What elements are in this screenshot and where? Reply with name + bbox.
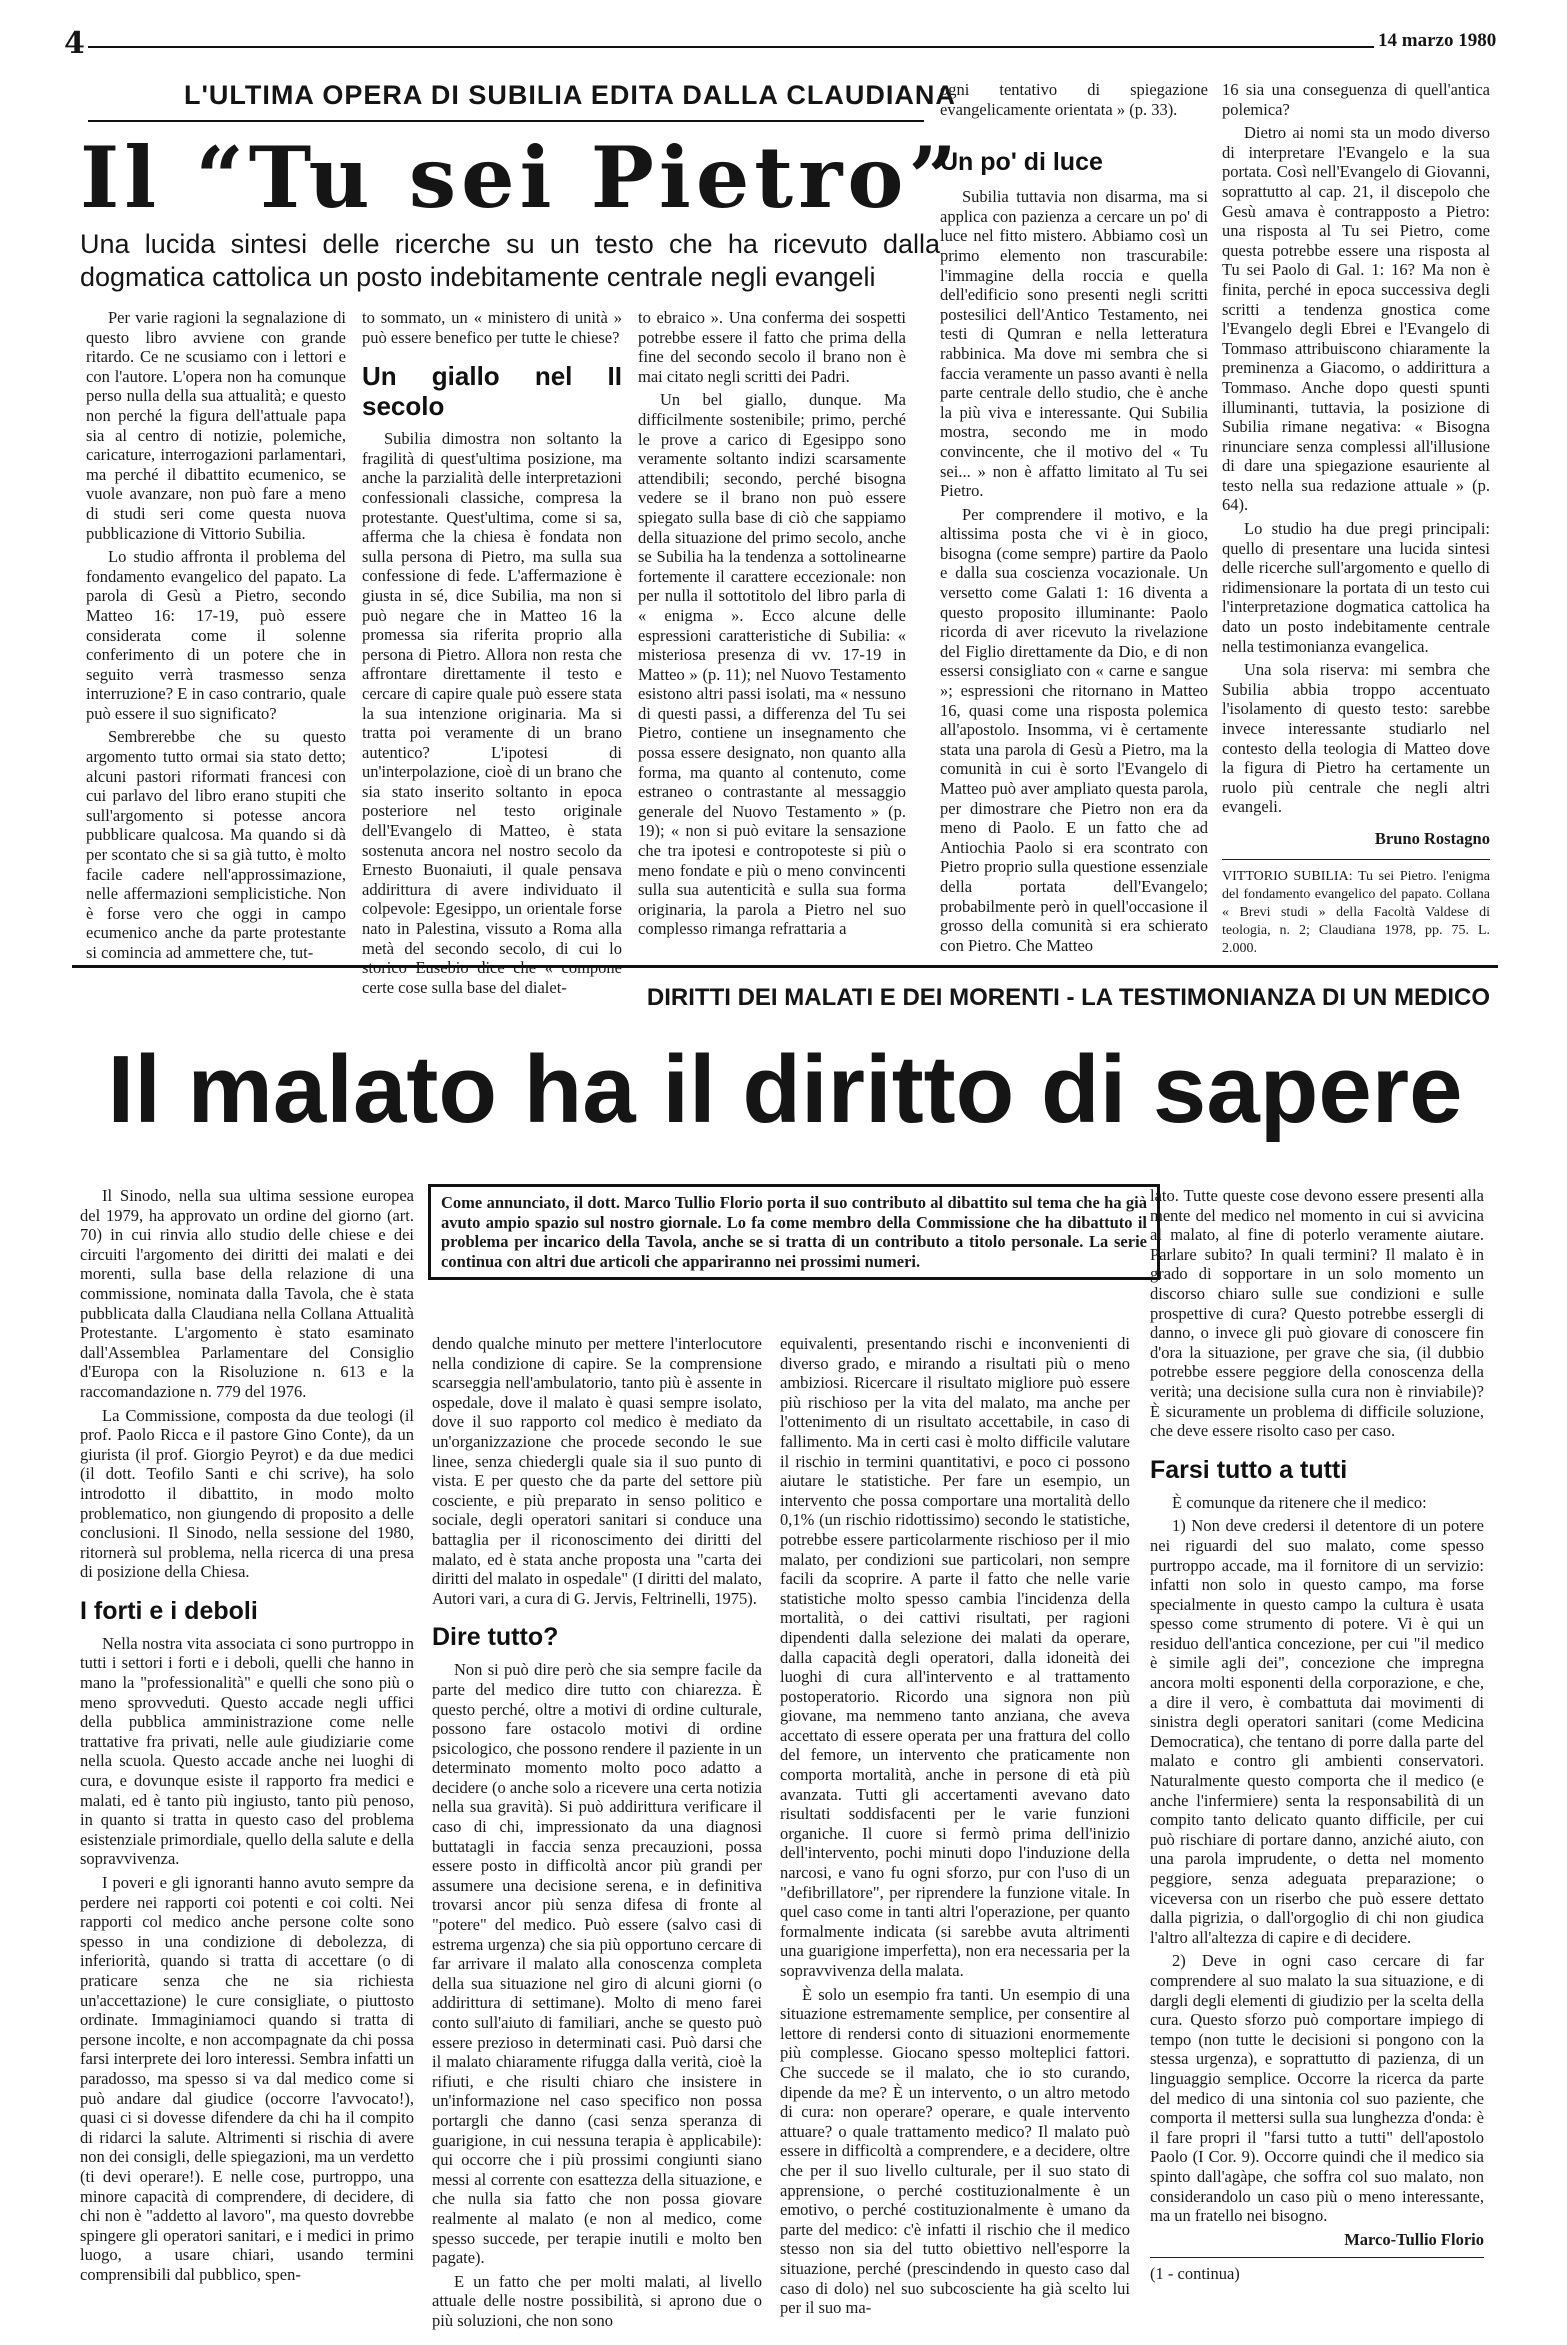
paragraph: La Commissione, composta da due teologi (il prof. Paolo Ricca e il pastore Gino Conte), da un giurista (il prof. Giorgio Peyrot) e da due medici (il dott. Teofilo Santi e chi scrive), ha solo introdotto il dibattito, in modo molto problematico, non giungendo di proposito a delle conclusioni. Il Sinodo, nella sessione del 1980, ritornerà sul problema, nella ricerca di una presa di posizione della Chiesa.: [80, 1405, 414, 1582]
page-number: 4: [64, 26, 85, 61]
subheading: Un po' di luce: [940, 148, 1103, 177]
paragraph: È comunque da ritenere che il medico:: [1172, 1492, 1427, 1512]
paragraph: Per varie ragioni la segnalazione di questo libro avviene con grande ritardo. Ce ne scusiamo con i lettori e con l'autore. L'opera non ha comunque perso nulla della sua attualità; e questo non perché la figura dell'attuale papa sia al centro di notizie, polemiche, caricature, interrogazioni parlamentari, ma perché il dibattito ecumenico, se vuole avanzare, non può fare a meno di studi seri come questa nuova pubblicazione di Vittorio Subilia.: [86, 308, 346, 543]
article1-signature: Bruno Rostagno: [1374, 828, 1490, 848]
paragraph: Dietro ai nomi sta un modo diverso di interpretare l'Evangelo e la sua portata. Così nell'Evangelo di Giovanni, soprattutto al cap. 21, il discepolo che Gesù amava è contrapposto a Pietro: una risposta al Tu sei Pietro, come questa potrebbe essere una risposta al Tu sei Paolo di Gal. 1: 16? Ma non è finita, perché in epoca successiva degli scritti a tendenza gnostica come l'Evangelo degli Ebrei e l'Evangelo di Tommaso attribuiscono chiaramente la preminenza a Giacomo, o addirittura a Tommaso. Anche dopo questi spunti illuminanti, tuttavia, la posizione di Subilia rimane negativa: « Bisogna rinunciare senza complessi all'illusione di dare una spiegazione esauriente al testo nella sua redazione attuale » (p. 64).: [1222, 123, 1490, 515]
paragraph: Lo studio affronta il problema del fondamento evangelico del papato. La parola di Gesù a Pietro, secondo Matteo 16: 17-19, può essere considerata come il solenne conferimento di un potere che in seguito verrà trasmesso senza interruzione? E in caso contrario, quale può essere il suo significato?: [86, 547, 346, 723]
paragraph: Subilia tuttavia non disarma, ma si applica con pazienza a cercare un po' di luce nel fitto mistero. Abbiamo così un primo elemento non trascurabile: l'immagine della roccia e quella dell'edificio sono presenti negli scritti postesilici dell'Antico Testamento, nei testi di Qumran e nella letteratura rabbinica. Ma dove mi sembra che si faccia veramente un passo avanti è nella parte centrale dello studio, che è anche la più viva e interessante. Qui Subilia mostra, secondo me in modo convincente, che il motivo del « Tu sei... » non è affatto limitato al Tu sei Pietro.: [940, 187, 1208, 501]
article1-subtitle: Una lucida sintesi delle ricerche su un testo che ha ricevuto dalla dogmatica cattolica un posto indebitamente centrale negli evangeli: [80, 229, 940, 292]
article1-column-5: [1222, 80, 1490, 962]
paragraph: equivalenti, presentando rischi e inconvenienti di diverso grado, e mirando a risultati più o meno ambiziosi. Ricercare il risultato migliore può essere più rischioso per la vita del malato, ma anche per l'ottenimento di un risultato accettabile, in caso di fallimento. Ma in certi casi è molto difficile valutare il rischio in termini quantitativi, e poco ci possono aiutare le statistiche. Per fare un esempio, un intervento che possa comportare una mortalità dello 0,1% (un rischio ridottissimo) secondo le statistiche, potrebbe essere particolarmente rischioso per il mio malato, per condizioni sue particolari, non sempre facili da scoprire. A parte il fatto che nelle varie statistiche molto spesso cambia l'incidenza della mortalità, o dei cattivi risultati, per ragioni dipendenti dalla selezione dei malati da operare, dalla capacità degli operatori, dalla idoneità dei luoghi di cura all'intervento e al trattamento postoperatorio. Ricordo una signora non più giovane, ma nemmeno tanto anziana, che aveva accettato di essere operata per una frattura del collo del femore, un intervento che praticamente non comporta mortalità, anche in persone di età più avanzata. Tutti gli accertamenti avevano dato risultati soddisfacenti per le varie funzioni organiche. Il cuore si fermò prima dell'inizio dell'intervento, pochi minuti dopo l'induzione della narcosi, e vano fu ogni sforzo, pur con l'uso di un "defibrillatore", per riprendere la funzione vitale. In quel caso come in tanti altri l'operazione, per quanto formalmente indicata (si sarebbe avuta altrimenti una guarigione imperfetta), non era necessaria per la sopravvivenza della malata.: [780, 1334, 1130, 1980]
article2-column-1: [80, 1186, 414, 2288]
article2-column-4: [1150, 1186, 1484, 2288]
article1-kicker: L'ULTIMA OPERA DI SUBILIA EDITA DALLA CLAUDIANA: [184, 80, 956, 110]
signature-rule: [1222, 859, 1490, 860]
paragraph: ogni tentativo di spiegazione evangelicamente orientata » (p. 33).: [940, 80, 1208, 119]
article2-title: Il malato ha il diritto di sapere: [107, 1036, 1463, 1143]
article2-column-3: [780, 1334, 1130, 2322]
article1-bibliography: VITTORIO SUBILIA: Tu sei Pietro. l'enigma del fondamento evangelico del papato. Collana « Brevi studi » della Facoltà Valdese di teologia, n. 2; Claudiana 1978, pp. 75. L. 2.000.: [1222, 868, 1490, 956]
article2-intro-box: [428, 1184, 1160, 1280]
paragraph: Subilia dimostra non soltanto la fragilità di quest'ultima posizione, ma anche la parzialità delle interpretazioni confessionali classiche, compresa la protestante. Quest'ultima, come si sa, afferma che la chiesa è fondata non sulla persona di Pietro, ma sulla sua confessione di fede. L'affermazione è giusta in sé, dice Subilia, ma non si può negare che in Matteo 16 la promessa sia riferita proprio alla persona di Pietro. Allora non resta che affrontare direttamente il testo e cercare di capire quale può essere stata la sua intenzione originaria. Ma si tratta poi veramente di un brano autentico? L'ipotesi di un'interpolazione, cioè di un brano che sia stato inserito soltanto in epoca posteriore nel testo originale dell'Evangelo di Matteo, è stata sostenuta ancora nel nostro secolo da Ernesto Buonaiuti, il quale pensava addirittura di avere individuato il colpevole: Egesippo, un orientale forse nato in Palestina, vissuto a Roma alla metà del secondo secolo, di cui lo certe cose sulla base del dialet-: [362, 429, 622, 997]
paragraph: È solo un esempio fra tanti. Un esempio di una situazione estremamente semplice, per consentire al lettore di rendersi conto di situazioni enormemente più complesse. Giocano spesso molteplici fattori. Che succede se il malato, che io sto curando, dipende da me? È un intervento, o un altro metodo di cura: non operare? operare, e quale intervento attuare? o quale trattamento medico? Il malato può essere in difficoltà a comprendere, e a decidere, oltre che per il suo livello culturale, per il suo stato di apprensione, o perché costituzionalmente è un emotivo, o perché costituzionalmente è umano da parte del medico: c'è infatti il rischio che il medico stesso non sia del tutto obiettivo nell'esporre la situazione, perché (prescindendo in questo caso dal caso di dolo) nel suo subcosciente ha già scelto lui per il suo ma-: [780, 1984, 1130, 2318]
paragraph: 1) Non deve credersi il detentore di un potere nei riguardi del suo malato, come spesso purtroppo accade, ma il fornitore di un servizio: infatti non solo in questo campo, ma forse specialmente in questo campo la cultura è usata spesso come strumento di potere. Vi è qui un residuo dell'antica concezione, per cui "il medico è simile agli dei", concezione che impregna ancora molti esponenti della corporazione, e che, a dire il vero, è combattuta dai movimenti di sinistra degli operatori sanitari (come Medicina Democratica), che tentano di porre dalla parte del malato e contro gli ambienti conservatori. Naturalmente questo comporta che il medico (e anche l'infermiere) senta la responsabilità di un compito tanto delicato quanto difficile, per cui può rischiare di portare danno, anziché aiuto, con una parola imprudente, o detta nel momento peggiore, senza adeguata preparazione; o viceversa con un riserbo che può essere dettato dalla pigrizia, o dall'orgoglio di chi non giudica l'altro all'altezza di capire e di decidere.: [1150, 1516, 1484, 1947]
paragraph: to ebraico ». Una conferma dei sospetti potrebbe essere il fatto che prima della fine del secondo secolo il brano non è mai citato negli scritti dei Padri.: [638, 308, 906, 386]
article1-column-1: [86, 308, 346, 967]
paragraph: I poveri e gli ignoranti hanno avuto sempre da perdere nei rapporti coi potenti e coi colti. Nei rapporti col medico anche persone colte sono spesso in una condizione di debolezza, di inferiorità, quando si tratta di accettare (o di praticare senza che ne sia richiesta un'accettazione) le cure consigliate, o piuttosto ordinate. Immaginiamoci quando si tratta di persone incolte, e non accompagnate da chi possa farsi interprete dei loro interessi. Sembra infatti un paradosso, ma spesso si va dal medico come si può andare dal giudice (occorre l'avvocato!), quasi ci si dovesse difendere da chi ha il compito di ridarci la salute. Altrimenti si rischia di avere non dei consigli, delle spiegazioni, ma un verdetto (ti devi operare!). E nelle cose, purtroppo, una minore capacità di comprendere, di decidere, di chi non è "addetto al lavoro", ma questo dovrebbe spingere gli operatori sanitari, e i medici in primo luogo, a usare chiari, usando termini comprensibili dal pubblico, spen-: [80, 1873, 414, 2284]
page-date: 14 marzo 1980: [1378, 30, 1497, 51]
paragraph: Sembrerebbe che su questo argomento tutto ormai sia stato detto; alcuni pastori riformati francesi con cui parlavo del libro erano stupiti che sull'argomento si potesse ancora pubblicare qualcosa. Ma quando si dà per scontato che si sa già tutto, è molto facile cadere nell'approssimazione, nelle affermazioni semplicistiche. Non è forse vero che oggi in campo ecumenico anche da parte protestante si comincia ad ammettere che, tut-: [86, 727, 346, 962]
paragraph: Un bel giallo, dunque. Ma difficilmente sostenibile; primo, perché le prove a carico di Egesippo sono veramente soltanto indizi scarsamente attendibili; secondo, perché bisogna vedere se il brano non può essere spiegato sulla base di ciò che sappiamo della situazione del primo secolo, anche se Subilia ha la tendenza a sottolinearne fortemente il carattere eccezionale: non per nulla il sottotitolo del libro parla di « enigma ». Ecco alcune delle espressioni caratteristiche di Subilia: « misteriosa presenza di vv. 17-19 in Matteo » (p. 11); nel Nuovo Testamento esistono altri passi isolati, ma « nessuno di questi passi, a differenza del Tu sei Pietro, contiene un insegnamento che possa essere designato, non quanto alla forma, ma quanto al contenuto, come estraneo o contrastante al messaggio generale del Nuovo Testamento » (p. 19); « non si può evitare la sensazione che tra ipotesi e contropoteste si più o meno fondate e più o meno convincenti sulla sua autenticità e sulla sua forma originaria, la parola a Pietro nel suo complesso rimanga refrattaria a: [638, 390, 906, 939]
article1-title: Il “Tu sei Pietro”: [80, 128, 962, 227]
kicker-rule: [88, 120, 924, 122]
paragraph: Lo studio ha due pregi principali: quello di presentare una lucida sintesi delle ricerche sull'argomento e quello di ridimensionare la portata di un testo cui l'interpretazione dogmatica cattolica ha dato un posto indebitamente centrale nella testimonianza evangelica.: [1222, 519, 1490, 656]
paragraph: to sommato, un « ministero di unità » può essere benefico per tutte le chiese?: [362, 308, 622, 347]
intro-text: Come annunciato, il dott. Marco Tullio Florio porta il suo contributo al dibattito sul tema che ha già avuto ampio spazio sul nostro giornale. Lo fa come membro della Commissione che ha dibattuto il problema per incarico della Tavola, anche se si tratta di un contributo a titolo personale. La serie continua con altri due articoli che appariranno nei prossimi numeri.: [441, 1193, 1147, 1271]
paragraph: Per comprendere il motivo, e la altissima posta che vi è in gioco, bisogna (come sempre) partire da Paolo e dalla sua coscienza vocazionale. Un versetto come Galati 1: 16 diventa a questo proposito illuminante: Paolo ricorda di aver ricevuto la rivelazione del Figlio direttamente da Dio, e di non essersi consigliato con « carne e sangue »; espressioni che ritornano in Matteo 16, quasi come una risposta polemica all'apostolo. Insomma, vi è certamente stata una parola di Gesù a Pietro, ma la comunità in cui è sorto l'Evangelo di Matteo può aver ampliato questa parola, per dimostrare che Pietro non era da meno di Paolo. E un fatto che ad Antiochia Paolo si era scontrato con Pietro proprio sulla questione essenziale della portata dell'Evangelo; probabilmente però in quell'occasione il grosso della comunità si era schierato con Pietro. Che Matteo: [940, 504, 1208, 955]
subheading: I forti e i deboli: [80, 1596, 258, 1625]
header-rule: [88, 46, 1374, 48]
paragraph: Non si può dire però che sia sempre facile da parte del medico dire tutto con chiarezza. È questo perché, oltre a motivi di ordine culturale, possono fare ostacolo motivi di ordine psicologico, che possono rendere il paziente in un determinato momento molto poco adatto a decidere (o anche solo a ricevere una certa notizia nella sua gravità). Si può addirittura verificare il caso di chi, impressionato da una diagnosi buttatagli in faccia senza precauzioni, possa essere posto in difficoltà ancor più grandi per assumere una decisione serena, e in definitiva trovarsi ancor più senza difesa di fronte al "potere" del medico. Può essere (salvo casi di estrema urgenza) che sia più opportuno cercare di far arrivare il malato alla conoscenza completa della sua situazione nel giro di alcuni giorni (o addirittura di settimane). Molto di meno farei conto sull'aiuto di familiari, anche se questo può essere prezioso in determinati casi. Può darsi che il malato chiaramente rifugga dalla verità, cioè la rifiuti, e che risulti chiaro che insistere in un'informazione nel caso specifico non possa portargli che danno (casi senza speranza di guarigione, in cui nessuna terapia è applicabile): qui occorre che i più prossimi congiunti siano messi al corrente con esattezza della situazione, e che nulla sia fatto che non possa giovare realmente al malato (e non al medico, come spesso succede, per terapie inutili e molto ben pagate).: [432, 1660, 762, 2268]
paragraph: Il Sinodo, nella sua ultima sessione europea del 1979, ha approvato un ordine del giorno (art. 70) in cui rinvia allo studio delle chiese e dei circuiti l'argomento dei diritti dei malati e dei morenti, sulla base della relazione di una commissione, nominata dalla Tavola, che è stata pubblicata dalla Claudiana nella Collana Attualità Protestante. L'argomento è stato esaminato dall'Assemblea Parlamentare del Consiglio d'Europa con la Risoluzione n. 613 e la raccomandazione n. 779 del 1976.: [80, 1186, 414, 1401]
paragraph: Nella nostra vita associata ci sono purtroppo in tutti i settori i forti e i deboli, quelli che hanno in mano la "professionalità" e quelli che sono più o meno sprovveduti. Questo accade negli uffici della pubblica amministrazione come nelle trattative fra privati, nelle aule giudiziarie come nella scuola. Questo accade anche nei luoghi di cura, e dovunque esiste il rapporto fra medici e malati, ed è tanto più ingiusto, tanto più penoso, in quanto si tratta in questo caso del problema esistenziale primordiale, quello della salute e della sopravvivenza.: [80, 1633, 414, 1869]
paragraph: 16 sia una conseguenza di quell'antica polemica?: [1222, 80, 1490, 119]
article-separator: [72, 965, 1498, 968]
paragraph: lato. Tutte queste cose devono essere presenti alla mente del medico nel momento in cui si avvicina al malato, al fine di poterlo veramente aiutare. Parlare subito? In quali termini? Il malato è in grado di sopportare in un solo momento un discorso chiaro sulle sue condizioni e sulle prospettive di cura? Questo potrebbe essergli di danno, o invece gli può giovare di conoscere fin d'ora la situazione, per grave che sia, (il dubbio potrebbe essere peggiore della conoscenza della verità; una decisione sulla cura non è rinviabile)? È sicuramente un problema di difficile soluzione, che deve essere risolto caso per caso.: [1150, 1186, 1484, 1441]
subheading: Dire tutto?: [432, 1623, 559, 1652]
signature-rule: [1150, 2257, 1484, 2258]
article1-column-2: [362, 308, 622, 1001]
paragraph: 2) Deve in ogni caso cercare di far comprendere al suo malato la sua situazione, e di dargli degli elementi di giudizio per la scelta della cura. Questo sforzo può comportare impiego di tempo (non tutte le decisioni si pongono con la stessa urgenza), e soprattutto di pazienza, di un linguaggio semplice. Occorre la ricerca da parte del medico di una sintonia col suo paziente, che comporta il mettersi sulla sua lunghezza d'onda: è il fare propri il "farsi tutto a tutti" dell'apostolo Paolo (I Cor. 9). Occorre quindi che il medico sia spinto dall'agàpe, che soffra col suo malato, non considerandolo un caso più o meno interessante, ma un fratello nei bisogno.: [1150, 1951, 1484, 2226]
article1-column-3: [638, 308, 906, 943]
paragraph: Una sola riserva: mi sembra che Subilia abbia troppo accentuato l'isolamento di questo testo: sarebbe invece interessante studiarlo nel contesto della teologia di Matteo dove la figura di Pietro ha certamente un ruolo più centrale che negli altri evangeli.: [1222, 660, 1490, 817]
article2-signature: Marco-Tullio Florio: [1344, 2229, 1484, 2249]
paragraph: dendo qualche minuto per mettere l'interlocutore nella condizione di capire. Se la comprensione scarseggia nell'ambulatorio, tanto più è assente in ospedale, dove il malato è quasi sempre isolato, dove il suo rapporto col medico è mediato da un'organizzazione che procede secondo le sue linee, senza chiedergli quale sia il suo punto di vista. E per questo che da parte del settore più cosciente, e più preparato in senso politico e sociale, degli operatori sanitari si conduce una battaglia per il riconoscimento dei diritti del malato, ed è stata anche proposta una "carta dei diritti del malato in ospedale" (I diritti del malato, Autori vari, a cura di G. Jervis, Feltrinelli, 1975).: [432, 1334, 762, 1608]
paragraph: E un fatto che per molti malati, al livello attuale delle nostre possibilità, si aprono due o più soluzioni, che non sono: [432, 2271, 762, 2330]
article2-kicker: DIRITTI DEI MALATI E DEI MORENTI - LA TESTIMONIANZA DI UN MEDICO: [646, 984, 1490, 1011]
subheading: Un giallo nel II secolo: [362, 361, 622, 422]
article1-column-4: [940, 80, 1208, 959]
continued-note: (1 - continua): [1150, 2264, 1240, 2284]
article2-column-2: [432, 1334, 762, 2335]
subheading: Farsi tutto a tutti: [1150, 1455, 1348, 1484]
